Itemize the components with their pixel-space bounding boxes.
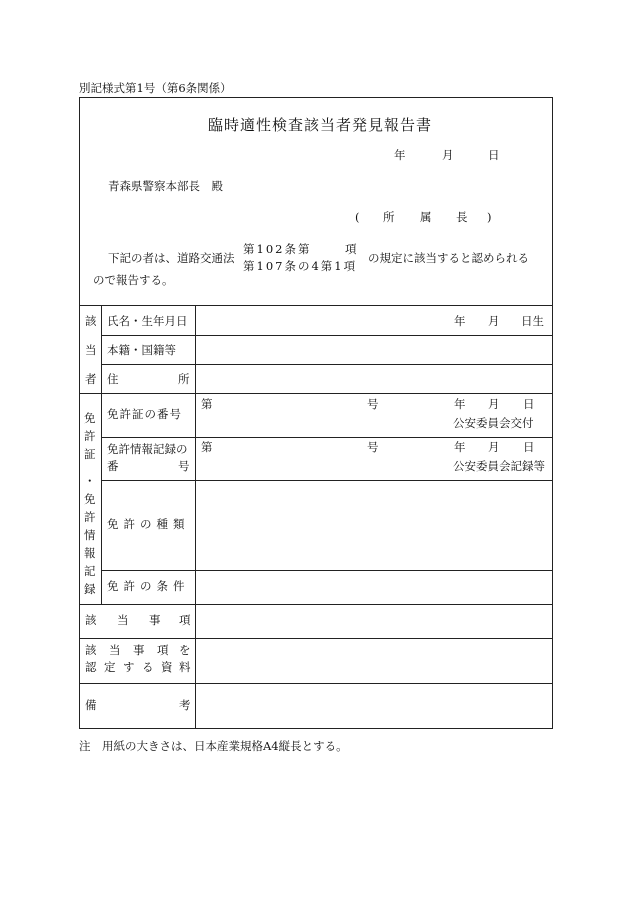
body-part2: の規定に該当すると認められる [368,251,529,265]
license-type-label: 免許の種類 [107,517,190,531]
applicable-label-4: 項 [179,613,191,627]
remarks-label-1: 備 [85,698,97,712]
reporter-close: ) [487,210,492,224]
date-day: 日 [488,148,500,162]
license-record-month: 月 [488,440,500,454]
side-person-1: 該 [85,314,97,328]
side-license-4: ・ [84,474,96,488]
side-license-10: 録 [84,582,96,596]
evidence-l2-2: 定 [104,660,116,674]
license-record-label-2a: 番 [107,459,119,473]
evidence-l1-4: 項 [157,643,169,657]
row-line [101,437,553,438]
evidence-l1-2: 当 [109,643,121,657]
name-label: 氏名・生年月日 [107,314,188,328]
body-art1a: 第102条第 [243,242,312,256]
license-no-issuer: 公安委員会交付 [453,416,534,430]
row-line [79,683,553,684]
body-art2: 第107条の4第1項 [243,259,358,273]
evidence-l2-4: る [142,660,154,674]
body-part3: ので報告する。 [93,273,174,287]
license-cond-label: 免許の条件 [107,579,190,593]
license-record-label-1: 免許情報記録の [107,442,188,456]
evidence-l1-5: を [179,643,191,657]
side-license-8: 報 [84,546,96,560]
date-month: 月 [442,148,454,162]
license-no-dai: 第 [201,397,213,411]
applicable-label-1: 該 [85,613,97,627]
license-record-year: 年 [454,440,466,454]
row-line [101,480,553,481]
side-license-5: 免 [84,492,96,506]
body-art1b: 項 [345,242,357,256]
form-label: 別記様式第1号（第6条関係） [79,81,232,95]
footnote: 注 用紙の大きさは、日本産業規格A4縦長とする。 [79,739,348,753]
row-line [101,570,553,571]
license-no-month: 月 [488,397,500,411]
side-person-2: 当 [85,343,97,357]
side-license-7: 情 [84,528,96,542]
evidence-l1-3: 事 [133,643,145,657]
side-license-2: 許 [84,429,96,443]
license-no-day: 日 [523,397,535,411]
reporter-open: ( [355,210,360,224]
address-label-2: 所 [178,372,190,386]
license-no-year: 年 [454,397,466,411]
side-person-3: 者 [85,372,97,386]
side-license-1: 免 [84,411,96,425]
license-no-label: 免許証の番号 [107,407,182,421]
row-line [79,305,553,306]
applicable-label-3: 事 [149,613,161,627]
license-record-label-2b: 号 [178,459,190,473]
evidence-l2-3: す [123,660,135,674]
date-year: 年 [394,148,406,162]
col-line [195,305,196,729]
license-record-day: 日 [523,440,535,454]
remarks-label-2: 考 [179,698,191,712]
body-part1: 下記の者は、道路交通法 [108,251,235,265]
honseki-label: 本籍・国籍等 [107,343,176,357]
side-license-6: 許 [84,510,96,524]
evidence-l1-1: 該 [85,643,97,657]
license-record-go: 号 [367,440,379,454]
name-year: 年 [454,314,466,328]
row-line [101,364,553,365]
reporter-cho: 長 [456,210,468,224]
addressee: 青森県警察本部長 殿 [108,179,223,193]
evidence-l2-5: 資 [161,660,173,674]
evidence-l2-1: 認 [85,660,97,674]
license-record-dai: 第 [201,440,213,454]
license-no-go: 号 [367,397,379,411]
page-title: 臨時適性検査該当者発見報告書 [208,116,433,134]
side-license-3: 証 [84,447,96,461]
license-record-issuer: 公安委員会記録等 [453,459,545,473]
address-label-1: 住 [107,372,119,386]
applicable-label-2: 当 [117,613,129,627]
row-line [79,604,553,605]
reporter-sho: 所 [383,210,395,224]
name-day: 日生 [521,314,544,328]
row-line [79,638,553,639]
reporter-zoku: 属 [420,210,432,224]
side-license-9: 記 [84,564,96,578]
col-line [101,305,102,604]
name-month: 月 [488,314,500,328]
evidence-l2-6: 料 [179,660,191,674]
row-line [79,393,553,394]
row-line [101,335,553,336]
